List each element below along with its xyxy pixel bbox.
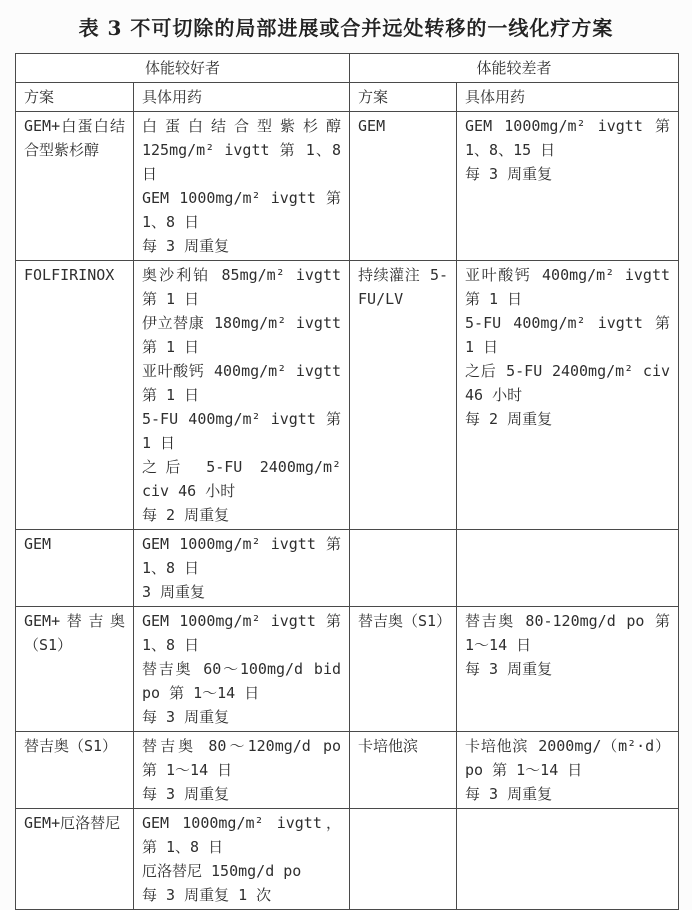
drug-line: GEM 1000mg/m² ivgtt 第 1、8 日	[142, 189, 342, 231]
right-drugs-cell	[457, 607, 679, 732]
table-row	[16, 530, 679, 607]
drug-line: 3 周重复	[142, 583, 206, 601]
right-regimen-cell: 替吉奥（S1）	[350, 607, 457, 732]
left-drugs-cell	[134, 261, 350, 530]
drug-line: 每 3 周重复	[142, 708, 230, 726]
page-title: 表 3 不可切除的局部进展或合并远处转移的一线化疗方案	[78, 16, 614, 40]
left-drugs-cell	[134, 112, 350, 261]
right-regimen-cell	[350, 530, 457, 607]
table-row	[16, 261, 679, 530]
column-header-drugs-left: 具体用药	[134, 83, 350, 112]
left-regimen-cell: GEM+厄洛替尼	[16, 809, 134, 910]
left-regimen-cell: GEM+替吉奥（S1）	[16, 607, 134, 732]
drug-line: 每 3 周重复	[465, 785, 553, 803]
drug-line: 每 3 周重复 1 次	[142, 886, 272, 904]
left-regimen-cell: 替吉奥（S1）	[16, 732, 134, 809]
drug-line: 亚叶酸钙 400mg/m² ivgtt 第 1 日	[465, 266, 671, 308]
right-drugs-cell	[457, 530, 679, 607]
drug-line: 卡培他滨 2000mg/（m²·d）po 第 1～14 日	[465, 737, 671, 779]
table-header	[16, 54, 679, 112]
right-drugs-cell	[457, 732, 679, 809]
drug-line: GEM 1000mg/m² ivgtt 第 1、8 日	[142, 612, 342, 654]
right-drugs-cell	[457, 809, 679, 910]
drug-line: 白蛋白结合型紫杉醇 125mg/m² ivgtt 第 1、8 日	[142, 117, 342, 183]
right-regimen-cell: 卡培他滨	[350, 732, 457, 809]
drug-line: 替吉奥 60～100mg/d bid po 第 1～14 日	[142, 660, 342, 702]
right-regimen-cell	[350, 809, 457, 910]
left-drugs-cell	[134, 732, 350, 809]
group-header-better-fitness: 体能较好者	[16, 54, 350, 83]
drug-line: 之后 5-FU 2400mg/m² civ 46 小时	[142, 458, 342, 500]
drug-line: 厄洛替尼 150mg/d po	[142, 862, 302, 880]
table-row	[16, 607, 679, 732]
right-drugs-cell	[457, 261, 679, 530]
drug-line: 每 2 周重复	[465, 410, 553, 428]
drug-line: 5-FU 400mg/m² ivgtt 第 1 日	[465, 314, 671, 356]
drug-line: 替吉奥 80-120mg/d po 第 1～14 日	[465, 612, 671, 654]
right-drugs-cell	[457, 112, 679, 261]
left-regimen-cell: GEM+白蛋白结合型紫杉醇	[16, 112, 134, 261]
drug-line: GEM 1000mg/m² ivgtt，第 1、8 日	[142, 814, 342, 856]
drug-line: 每 3 周重复	[142, 237, 230, 255]
table-row	[16, 732, 679, 809]
drug-line: 替吉奥 80～120mg/d po 第 1～14 日	[142, 737, 342, 779]
drug-line: GEM 1000mg/m² ivgtt 第 1、8 日	[142, 535, 342, 577]
column-header-row	[16, 83, 679, 112]
left-regimen-cell: FOLFIRINOX	[16, 261, 134, 530]
drug-line: 每 3 周重复	[465, 165, 553, 183]
right-regimen-cell: 持续灌注 5-FU/LV	[350, 261, 457, 530]
column-header-regimen-left: 方案	[16, 83, 134, 112]
right-regimen-cell: GEM	[350, 112, 457, 261]
drug-line: 亚叶酸钙 400mg/m² ivgtt 第 1 日	[142, 362, 342, 404]
drug-line: GEM 1000mg/m² ivgtt 第 1、8、15 日	[465, 117, 671, 159]
drug-line: 每 3 周重复	[142, 785, 230, 803]
group-header-worse-fitness: 体能较差者	[350, 54, 679, 83]
table-body	[16, 112, 679, 910]
left-drugs-cell	[134, 607, 350, 732]
drug-line: 每 3 周重复	[465, 660, 553, 678]
left-drugs-cell	[134, 809, 350, 910]
drug-line: 伊立替康 180mg/m² ivgtt 第 1 日	[142, 314, 342, 356]
drug-line: 每 2 周重复	[142, 506, 230, 524]
drug-line: 之后 5-FU 2400mg/m² civ 46 小时	[465, 362, 671, 404]
column-header-regimen-right: 方案	[350, 83, 457, 112]
left-drugs-cell	[134, 530, 350, 607]
left-regimen-cell: GEM	[16, 530, 134, 607]
drug-line: 奥沙利铂 85mg/m² ivgtt 第 1 日	[142, 266, 342, 308]
chemo-regimen-table	[15, 53, 679, 910]
drug-line: 5-FU 400mg/m² ivgtt 第 1 日	[142, 410, 342, 452]
column-header-drugs-right: 具体用药	[457, 83, 679, 112]
table-row	[16, 112, 679, 261]
table-row	[16, 809, 679, 910]
group-header-row	[16, 54, 679, 83]
